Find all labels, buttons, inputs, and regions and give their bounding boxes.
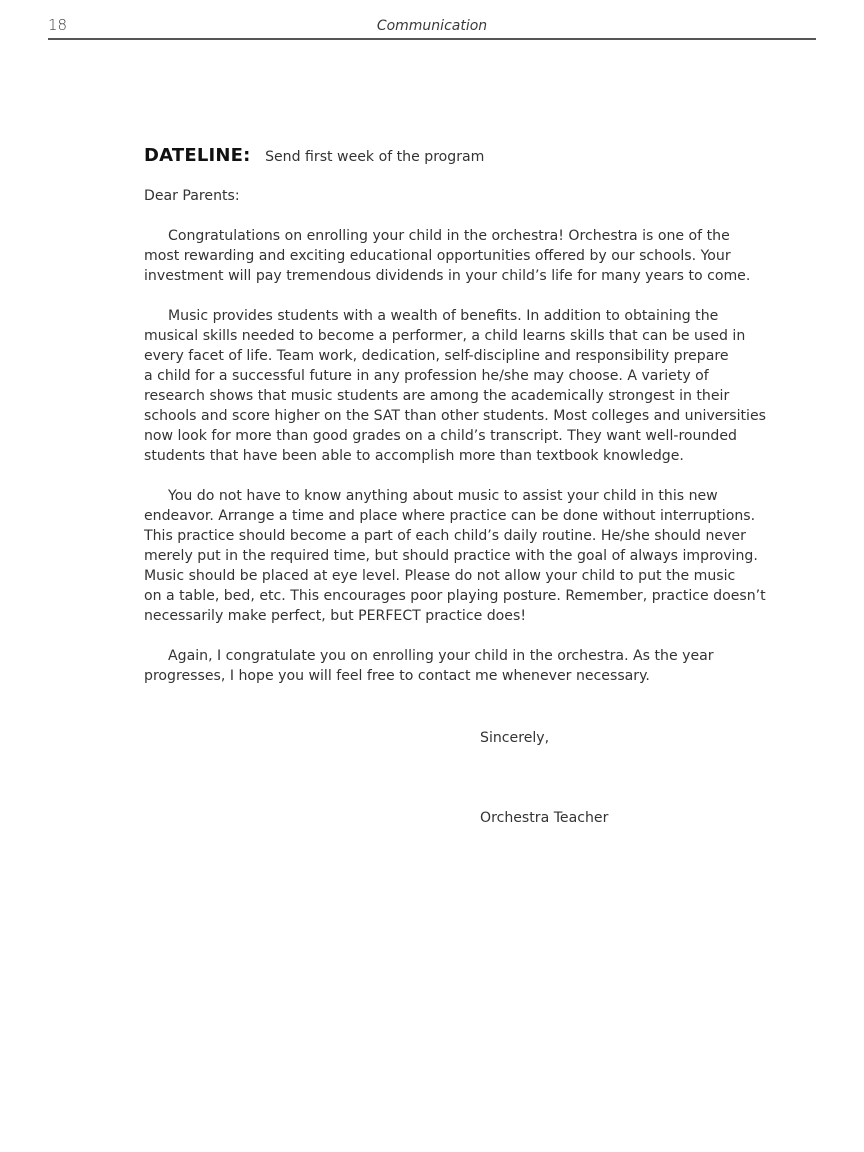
letter-body [144,145,766,706]
dateline-value: Send first week of the program [265,149,485,165]
paragraph-line: schools and score higher on the SAT than other students. Most colleges and universities [144,408,766,424]
salutation: Dear Parents: [144,188,240,204]
paragraph-line: now look for more than good grades on a child’s transcript. They want well-rounded [144,428,737,444]
dateline-label: DATELINE: [144,145,251,166]
paragraph-line: Congratulations on enrolling your child in the orchestra! Orchestra is one of the [168,228,730,244]
paragraph-line: endeavor. Arrange a time and place where practice can be done without interruptions. [144,508,756,524]
paragraph-line: on a table, bed, etc. This encourages poor playing posture. Remember, practice doesn’t [144,588,766,604]
paragraph-benefits [144,306,766,466]
paragraph-line: every facet of life. Team work, dedication, self-discipline and responsibility prepare [144,348,729,364]
paragraph-practice [144,486,766,626]
paragraph-line: a child for a successful future in any profession he/she may choose. A variety of [144,368,709,384]
paragraph-line: merely put in the required time, but should practice with the goal of always improving. [144,548,758,564]
paragraph-line: investment will pay tremendous dividends in your child’s life for many years to come. [144,268,751,284]
paragraph-line: This practice should become a part of each child’s daily routine. He/she should never [144,528,746,544]
page-number: 18 [48,16,68,34]
paragraph-line: necessarily make perfect, but PERFECT practice does! [144,608,526,624]
paragraph-closing-remarks [144,646,724,686]
paragraph-line: You do not have to know anything about music to assist your child in this new [168,488,718,504]
paragraph-line: musical skills needed to become a performer, a child learns skills that can be used in [144,328,746,344]
paragraph-line: progresses, I hope you will feel free to contact me whenever necessary. [144,668,650,684]
dateline [144,146,724,170]
closing-sincerely: Sincerely, [480,730,550,746]
paragraph-line: Music provides students with a wealth of benefits. In addition to obtaining the [168,308,719,324]
paragraph-congratulations [144,226,751,286]
paragraph-line: students that have been able to accomplish more than textbook knowledge. [144,448,684,464]
paragraph-line: Again, I congratulate you on enrolling your child in the orchestra. As the year [168,648,714,664]
paragraph-line: research shows that music students are among the academically strongest in their [144,388,730,404]
signature: Orchestra Teacher [480,810,609,826]
running-title: Communication [376,18,488,34]
page-header [48,14,816,40]
paragraph-line: Music should be placed at eye level. Please do not allow your child to put the music [144,568,736,584]
paragraph-line: most rewarding and exciting educational opportunities offered by our schools. Your [144,248,731,264]
